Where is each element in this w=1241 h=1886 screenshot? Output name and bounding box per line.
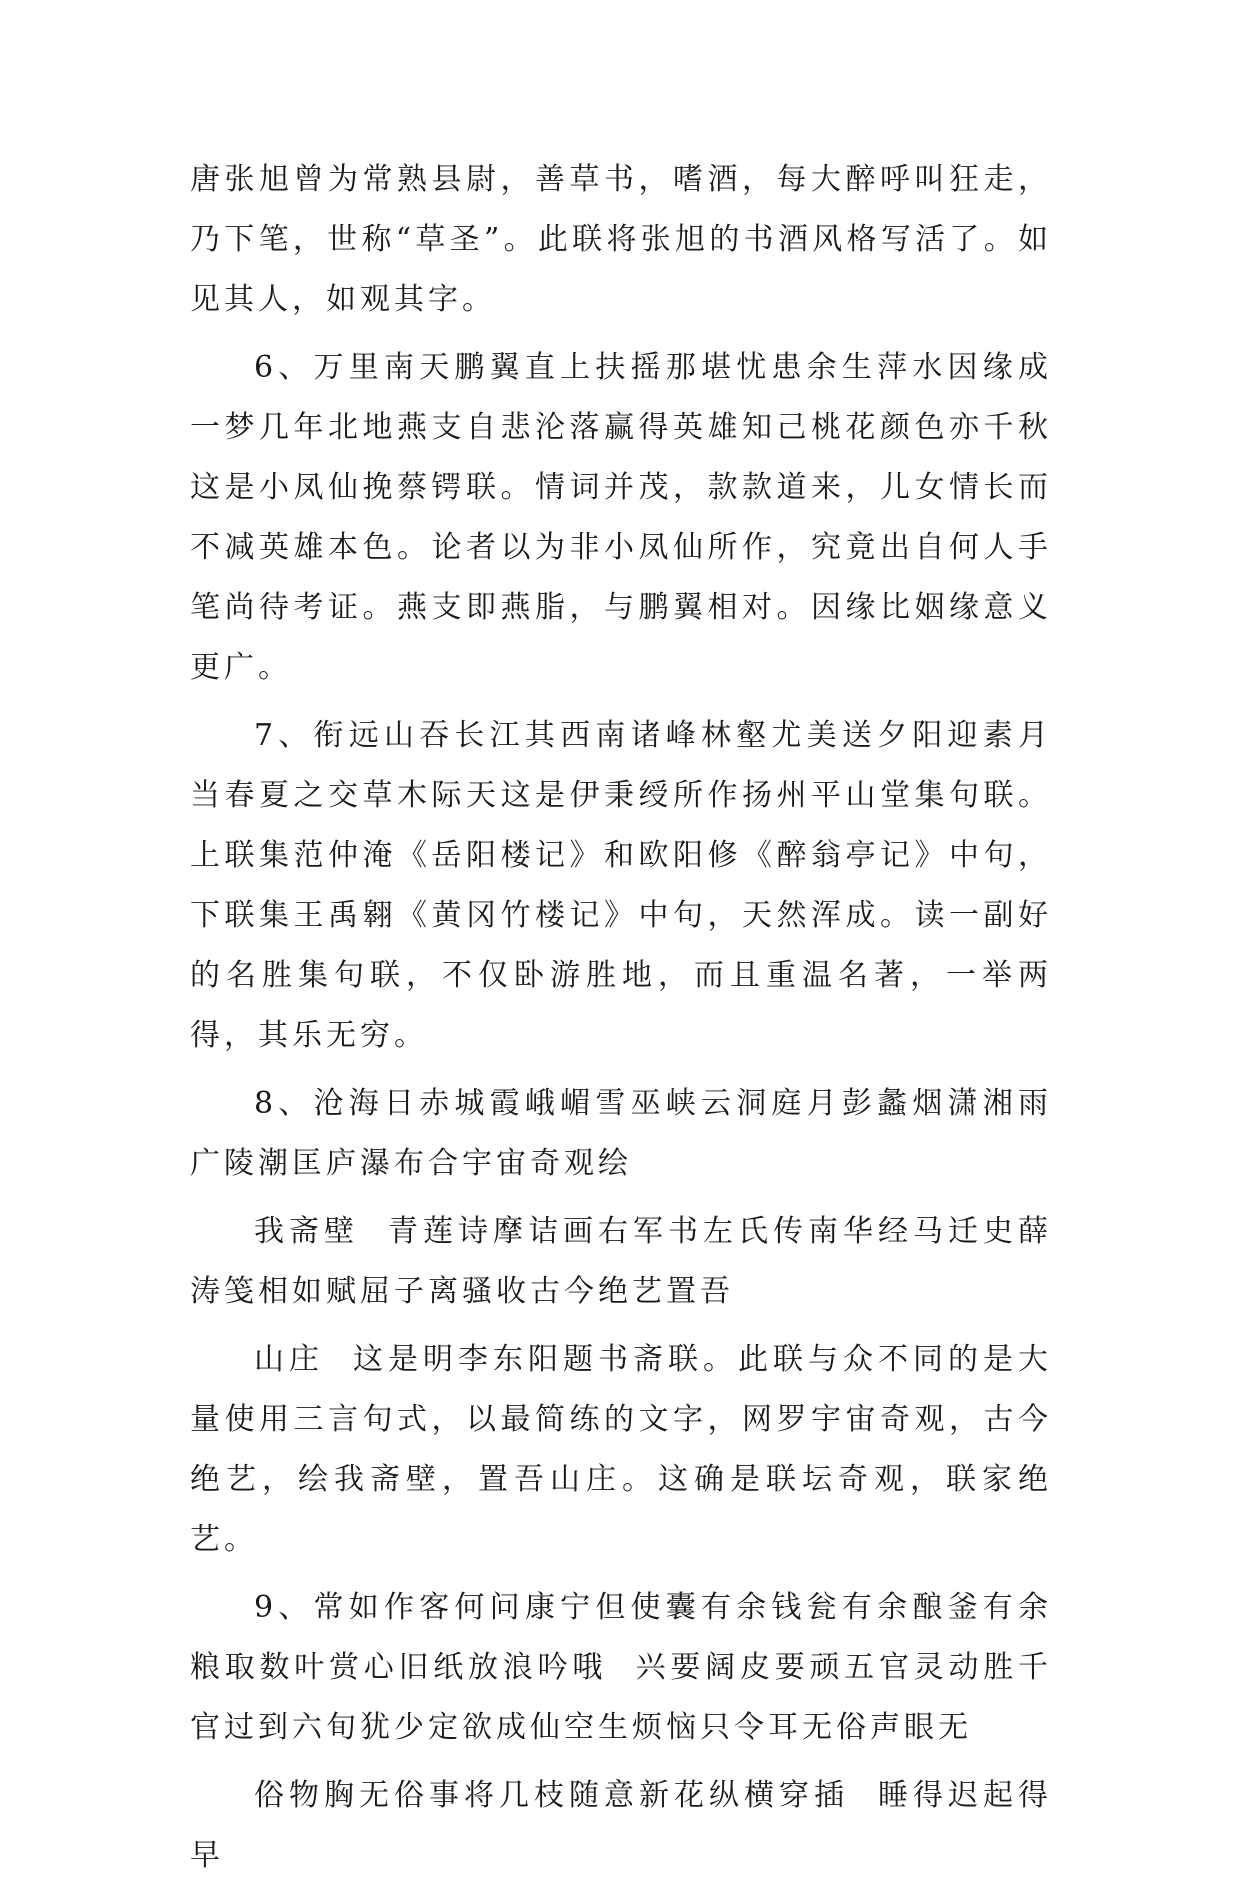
paragraph-zhangxu-commentary: 唐张旭曾为常熟县尉，善草书，嗜酒，每大醉呼叫狂走，乃下笔，世称“草圣”。此联将张旭的书酒风格写活了。如见其人，如观其字。 xyxy=(190,162,1052,317)
paragraph-couplet-9-continued: 俗物胸无俗事将几枝随意新花纵横穿插 睡得迟起得早 xyxy=(190,1778,1052,1873)
paragraph-couplet-9: 9、常如作客何问康宁但使囊有余钱瓮有余酿釜有余粮取数叶赏心旧纸放浪吟哦 兴要阔皮要顽五官灵动胜千官过到六旬犹少定欲成仙空生烦恼只令耳无俗声眼无 xyxy=(190,1590,1052,1745)
paragraph-couplet-8: 8、沧海日赤城霞峨嵋雪巫峡云洞庭月彭蠡烟潇湘雨广陵潮匡庐瀑布合宇宙奇观绘 xyxy=(190,1086,1052,1181)
paragraph-couplet-7: 7、衔远山吞长江其西南诸峰林壑尤美送夕阳迎素月当春夏之交草木际天这是伊秉绶所作扬州平山堂集句联。上联集范仲淹《岳阳楼记》和欧阳修《醉翁亭记》中句，下联集王禹翱《黄冈竹楼记》中句，天然浑成。读一副好的名胜集句联，不仅卧游胜地，而且重温名著，一举两得，其乐无穷。 xyxy=(190,718,1052,1053)
paragraph-couplet-8-commentary: 山庄 这是明李东阳题书斋联。此联与众不同的是大量使用三言句式，以最简练的文字，网罗宇宙奇观，古今绝艺，绘我斋壁，置吾山庄。这确是联坛奇观，联家绝艺。 xyxy=(190,1342,1052,1557)
document-body xyxy=(190,150,1052,1886)
paragraph-couplet-6: 6、万里南天鹏翼直上扶摇那堪忧患余生萍水因缘成一梦几年北地燕支自悲沦落赢得英雄知己桃花颜色亦千秋这是小凤仙挽蔡锷联。情词并茂，款款道来，儿女情长而不减英雄本色。论者以为非小凤仙所作，究竟出自何人手笔尚待考证。燕支即燕脂，与鹏翼相对。因缘比姻缘意义更广。 xyxy=(190,350,1052,685)
paragraph-couplet-8-continued: 我斋壁 青莲诗摩诘画右军书左氏传南华经马迁史薛涛笺相如赋屈子离骚收古今绝艺置吾 xyxy=(190,1214,1052,1309)
